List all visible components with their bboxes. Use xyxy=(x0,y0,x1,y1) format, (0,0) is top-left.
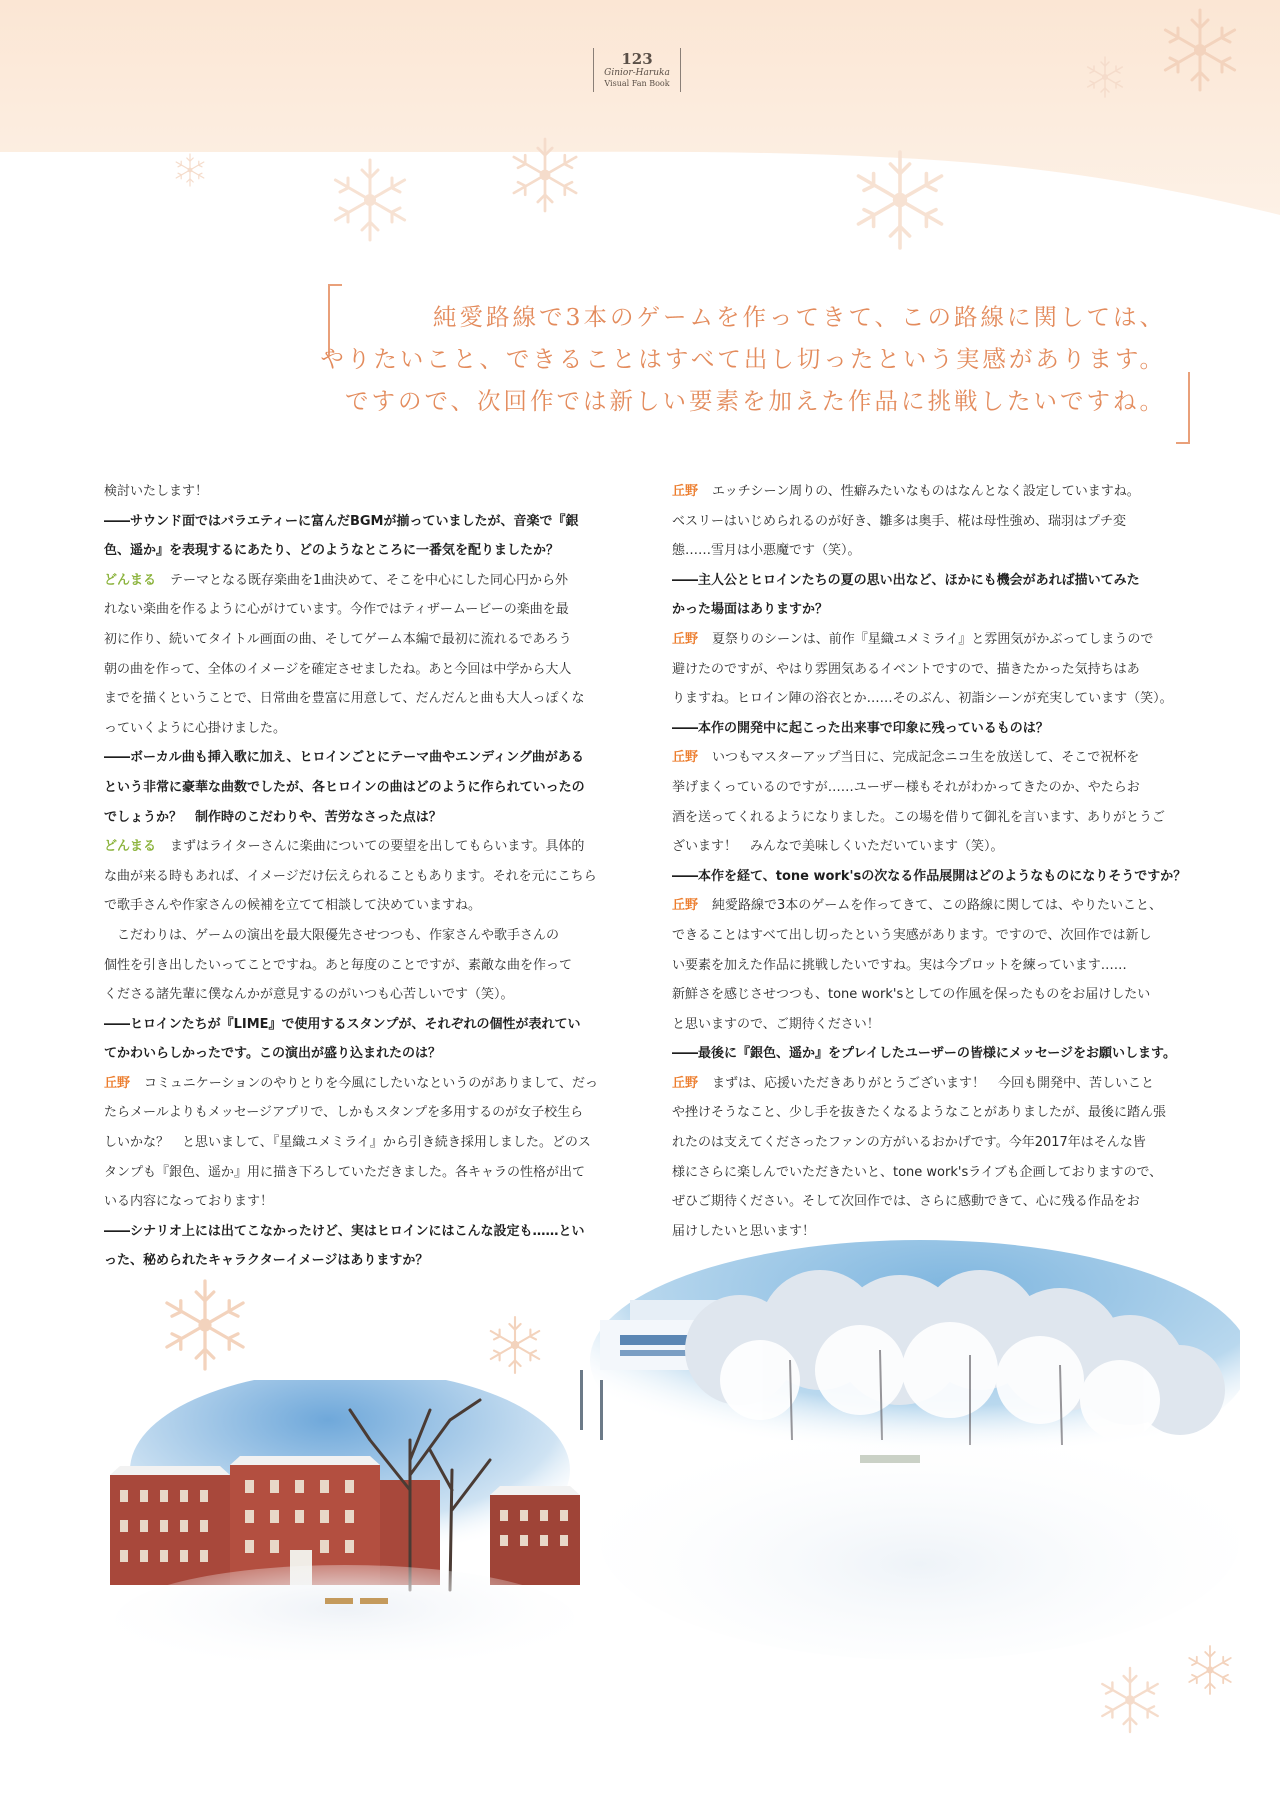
body-text-line: ベスリーはいじめられるのが好き、雛多は奥手、椛は母性強め、瑞羽はプチ変 xyxy=(672,513,1126,529)
quote-bracket-close xyxy=(1176,372,1190,444)
interview-question: という非常に豪華な曲数でしたが、各ヒロインの曲はどのように作られていったの xyxy=(104,779,585,795)
body-text-line: たらメールよりもメッセージアプリで、しかもスタンプを多用するのが女子校生ら xyxy=(104,1105,584,1121)
interview-question: 色、遥か』を表現するにあたり、どのようなところに一番気を配りましたか？ xyxy=(104,543,560,559)
interview-question: ――本作の開発中に起こった出来事で印象に残っているものは？ xyxy=(672,720,1049,736)
pull-quote-line: ですので、次回作では新しい要素を加えた作品に挑戦したいですね。 xyxy=(344,387,1166,415)
snowflake-icon xyxy=(170,150,210,190)
page-number: 123 xyxy=(621,50,653,68)
snowflake-icon xyxy=(480,1310,550,1380)
pull-quote-line: やりたいこと、できることはすべて出し切ったという実感があります。 xyxy=(320,345,1166,373)
body-text-line: 挙げまくっているのですが……ユーザー様もそれがわかってきたのか、やたらお xyxy=(672,779,1140,795)
body-text-line: 様にさらに楽しんでいただきたいと、tone work'sライブも企画しておりますので、 xyxy=(672,1164,1163,1180)
body-text-line: いる内容になっております！ xyxy=(104,1194,274,1210)
interview-answer xyxy=(104,566,628,596)
page-folio xyxy=(593,48,681,92)
body-text-line: 避けたのですが、やはり雰囲気あるイベントですので、描きたかった気持ちはあ xyxy=(672,661,1140,677)
answer-text: エッチシーン周りの、性癖みたいなものはなんとなく設定していますね。 xyxy=(712,484,1140,499)
interview-answer xyxy=(672,891,1196,921)
answer-text: まずは、応援いただきありがとうございます！ 今回も開発中、苦しいこと xyxy=(712,1075,1155,1091)
answer-text: 純愛路線で3本のゲームを作ってきて、この路線に関しては、やりたいこと、 xyxy=(712,898,1163,914)
interview-answer xyxy=(672,1069,1196,1099)
body-text-line: 届けしたいと思います！ xyxy=(672,1223,816,1239)
speaker-label: どんまる xyxy=(104,839,157,855)
body-text-line: っていくように心掛けました。 xyxy=(104,720,287,736)
interview-answer xyxy=(672,477,1196,507)
interview-question: ――ヒロインたちが『LIME』で使用するスタンプが、それぞれの個性が表れてい xyxy=(104,1016,581,1032)
body-text-line: 朝の曲を作って、全体のイメージを確定させましたね。あと今回は中学から大人 xyxy=(104,661,572,677)
interview-question: ――主人公とヒロインたちの夏の思い出など、ほかにも機会があれば描いてみた xyxy=(672,572,1140,588)
header-band xyxy=(0,0,1280,260)
body-text-line: までを描くということで、日常曲を豊富に用意して、だんだんと曲も大人っぽくな xyxy=(104,691,585,707)
body-text-line: れない楽曲を作るように心がけています。今作ではティザームービーの楽曲を最 xyxy=(104,602,569,618)
body-text-line: 態……雪月は小悪魔です（笑）。 xyxy=(672,543,861,559)
body-text-line: しいかな？ と思いまして、『星織ユメミライ』から引き続き採用しました。どのス xyxy=(104,1135,591,1151)
interview-question: ――本作を経て、tone work'sの次なる作品展開はどのようなものになりそうですか？ xyxy=(672,868,1187,884)
speaker-label: 丘野 xyxy=(672,1075,699,1091)
body-text-line: 新鮮さを感じさせつつも、tone work'sとしての作風を保ったものをお届けしたい xyxy=(672,987,1151,1003)
body-text-line: こだわりは、ゲームの演出を最大限優先させつつも、作家さんや歌手さんの xyxy=(104,927,560,943)
speaker-label: 丘野 xyxy=(672,898,699,914)
snowflake-icon xyxy=(320,150,420,250)
body-text-line: 検討いたします！ xyxy=(104,484,209,499)
body-text-line: れたのは支えてくださったファンの方がいるおかげです。今年2017年はそんな皆 xyxy=(672,1135,1146,1151)
body-text-line: 酒を送ってくれるようになりました。この場を借りて御礼を言います、ありがとうご xyxy=(672,809,1165,825)
answer-text: いつもマスターアップ当日に、完成記念ニコ生を放送して、そこで祝杯を xyxy=(712,750,1140,766)
interview-question: かった場面はありますか？ xyxy=(672,602,829,618)
body-text-line: くださる諸先輩に僕なんかが意見するのがいつも心苦しいです（笑）。 xyxy=(104,987,514,1003)
speaker-label: 丘野 xyxy=(672,750,699,766)
interview-question: ――ボーカル曲も挿入歌に加え、ヒロインごとにテーマ曲やエンディング曲がある xyxy=(104,750,584,766)
body-text-line: で歌手さんや作家さんの候補を立てて相談して決めていますね。 xyxy=(104,898,482,914)
body-text-line: タンプも『銀色、遥か』用に描き下ろしていただきました。各キャラの性格が出て xyxy=(104,1164,586,1180)
interview-question: ――最後に『銀色、遥か』をプレイしたユーザーの皆様にメッセージをお願いします。 xyxy=(672,1046,1177,1062)
speaker-label: 丘野 xyxy=(672,484,699,499)
body-text-line: や挫けそうなこと、少し手を抜きたくなるようなことがありましたが、最後に踏ん張 xyxy=(672,1105,1167,1121)
speaker-label: どんまる xyxy=(104,572,157,588)
snowflake-icon xyxy=(1080,52,1130,102)
interview-answer xyxy=(672,625,1196,655)
body-text-line: ぜひご期待ください。そして次回作では、さらに感動できて、心に残る作品をお xyxy=(672,1194,1140,1210)
interview-question: ――サウンド面ではバラエティーに富んだBGMが揃っていましたが、音楽で『銀 xyxy=(104,513,579,529)
interview-answer xyxy=(104,832,628,862)
answer-text: テーマとなる既存楽曲を1曲決めて、そこを中心にした同心円から外 xyxy=(170,572,569,588)
body-text-line: できることはすべて出し切ったという実感があります。ですので、次回作では新し xyxy=(672,927,1152,943)
body-text-line: 個性を引き出したいってことですね。あと毎度のことですが、素敵な曲を作って xyxy=(104,957,573,973)
article-column-left xyxy=(104,477,628,1276)
snowflake-icon xyxy=(150,1270,260,1380)
article-column-right xyxy=(672,477,1196,1246)
snowflake-icon xyxy=(1090,1660,1170,1740)
answer-text: 夏祭りのシーンは、前作『星織ユメミライ』と雰囲気がかぶってしまうので xyxy=(712,631,1154,647)
pull-quote-line: 純愛路線で3本のゲームを作ってきて、この路線に関しては、 xyxy=(433,303,1166,331)
pull-quote xyxy=(320,284,1190,444)
book-subtitle: Visual Fan Book xyxy=(604,79,670,88)
body-text-line: と思いますので、ご期待ください！ xyxy=(672,1016,880,1032)
body-text-line: 初に作り、続いてタイトル画面の曲、そしてゲーム本編で最初に流れるであろう xyxy=(104,631,572,647)
interview-answer xyxy=(104,1069,628,1099)
snowflake-icon xyxy=(840,140,960,260)
body-text-line: りますね。ヒロイン陣の浴衣とか……そのぶん、初詣シーンが充実しています（笑）。 xyxy=(672,691,1173,707)
answer-text: まずはライターさんに楽曲についての要望を出してもらいます。具体的 xyxy=(170,839,585,855)
snowflake-icon xyxy=(500,130,590,220)
snowflake-icon xyxy=(1130,0,1270,100)
body-text-line: い要素を加えた作品に挑戦したいですね。実は今プロットを練っています…… xyxy=(672,957,1127,973)
book-title: Ginior-Haruka xyxy=(604,68,670,78)
red-brick-building-snow-illustration xyxy=(110,1380,580,1660)
body-text-line: ざいます！ みんなで美味しくいただいています（笑）。 xyxy=(672,839,1004,855)
speaker-label: 丘野 xyxy=(672,631,699,647)
speaker-label: 丘野 xyxy=(104,1075,131,1091)
answer-text: コミュニケーションのやりとりを今風にしたいなというのがありまして、だっ xyxy=(144,1075,598,1091)
interview-question: でしょうか？ 制作時のこだわりや、苦労なさった点は？ xyxy=(104,809,442,825)
interview-question: った、秘められたキャラクターイメージはありますか？ xyxy=(104,1253,429,1269)
body-text-line: な曲が来る時もあれば、イメージだけ伝えられることもあります。それを元にこちら xyxy=(104,868,597,884)
interview-answer xyxy=(672,743,1196,773)
snowy-trees-park-illustration xyxy=(560,1240,1240,1660)
interview-question: てかわいらしかったです。この演出が盛り込まれたのは？ xyxy=(104,1046,441,1062)
interview-question: ――シナリオ上には出てこなかったけど、実はヒロインにはこんな設定も……とい xyxy=(104,1223,585,1239)
